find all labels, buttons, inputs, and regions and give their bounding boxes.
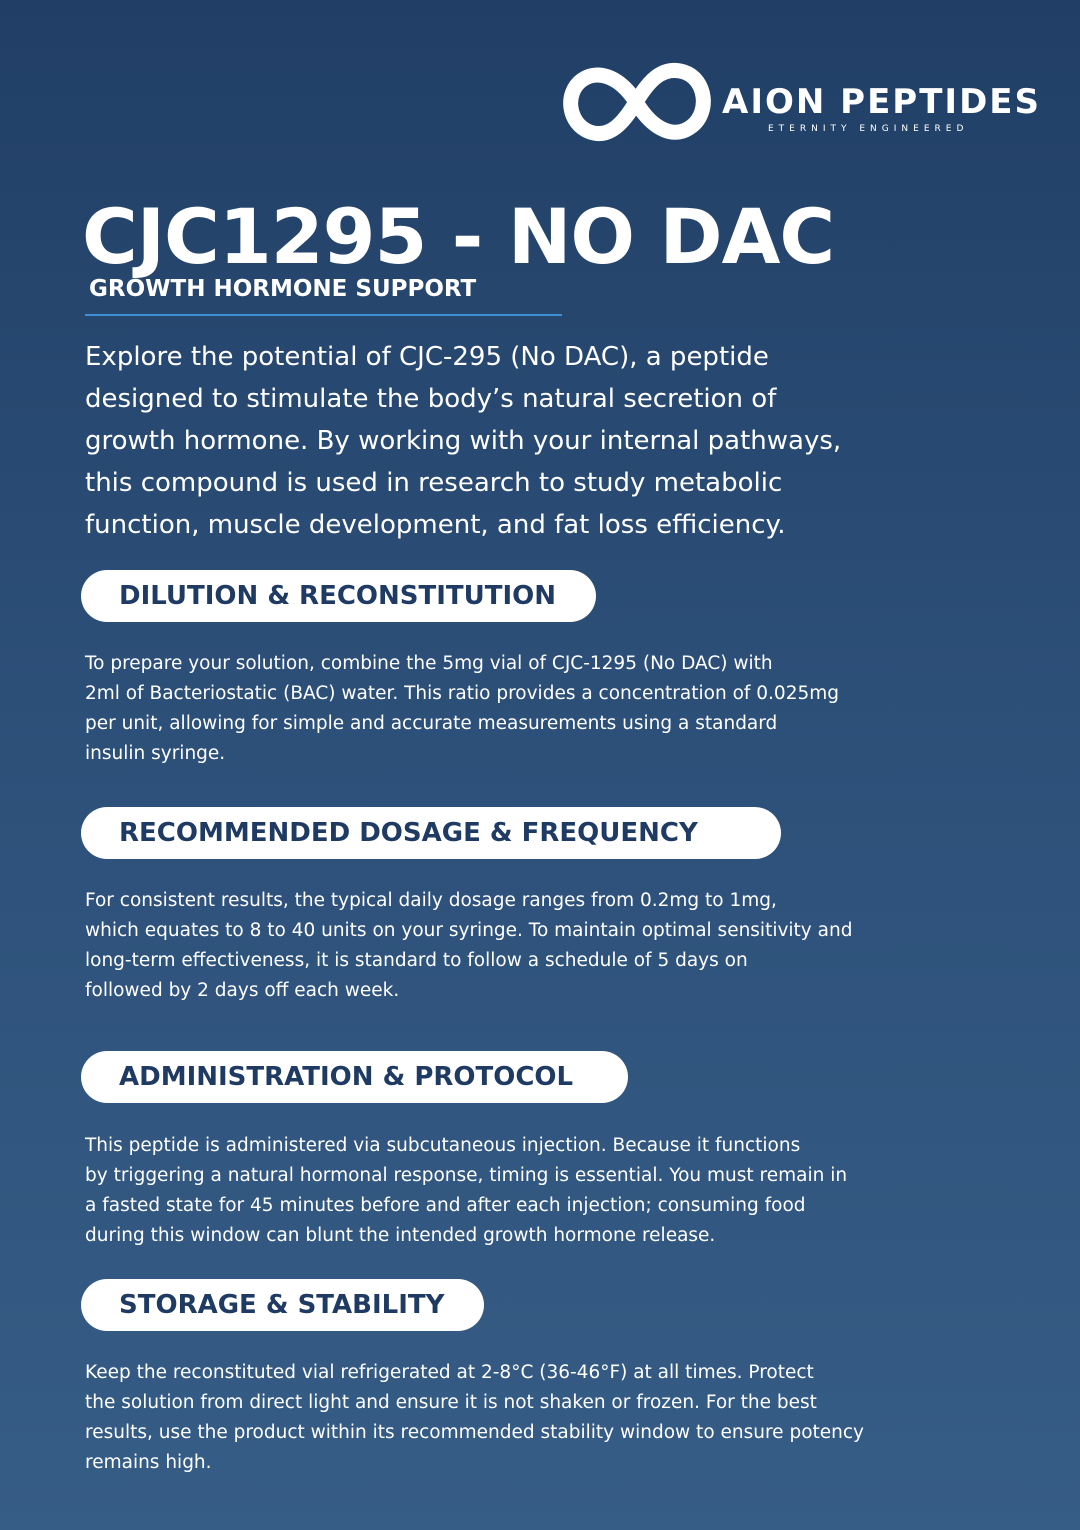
intro-line: function, muscle development, and fat loss efficiency. bbox=[85, 510, 786, 540]
section-body-dosage bbox=[85, 886, 985, 1006]
body-line: during this window can blunt the intended growth hormone release. bbox=[85, 1225, 716, 1246]
brand-logo bbox=[560, 52, 1042, 152]
intro-line: growth hormone. By working with your internal pathways, bbox=[85, 426, 842, 456]
section-heading-label: DILUTION & RECONSTITUTION bbox=[119, 581, 557, 611]
intro-line: Explore the potential of CJC-295 (No DAC), a peptide bbox=[85, 342, 769, 372]
page-title: CJC1295 - NO DAC bbox=[82, 192, 835, 281]
body-line: a fasted state for 45 minutes before and after each injection; consuming food bbox=[85, 1195, 806, 1216]
infinity-icon bbox=[560, 52, 712, 152]
body-line: To prepare your solution, combine the 5mg vial of CJC-1295 (No DAC) with bbox=[85, 653, 773, 674]
body-line: This peptide is administered via subcutaneous injection. Because it functions bbox=[85, 1135, 801, 1156]
section-heading-dilution bbox=[81, 570, 596, 622]
body-line: per unit, allowing for simple and accurate measurements using a standard bbox=[85, 713, 778, 734]
body-line: which equates to 8 to 40 units on your syringe. To maintain optimal sensitivity and bbox=[85, 920, 853, 941]
body-line: insulin syringe. bbox=[85, 743, 226, 764]
body-line: For consistent results, the typical daily dosage ranges from 0.2mg to 1mg, bbox=[85, 890, 777, 911]
body-line: remains high. bbox=[85, 1452, 212, 1473]
page-subtitle: GROWTH HORMONE SUPPORT bbox=[89, 276, 477, 302]
section-body-dilution bbox=[85, 649, 985, 769]
section-heading-storage bbox=[81, 1279, 484, 1331]
section-heading-label: ADMINISTRATION & PROTOCOL bbox=[119, 1062, 574, 1092]
body-line: results, use the product within its recommended stability window to ensure potency bbox=[85, 1422, 864, 1443]
section-heading-administration bbox=[81, 1051, 628, 1103]
intro-paragraph bbox=[85, 336, 985, 546]
intro-line: this compound is used in research to study metabolic bbox=[85, 468, 783, 498]
brand-name: AION PEPTIDES bbox=[722, 82, 1042, 122]
brand-tagline: ETERNITY ENGINEERED bbox=[768, 124, 969, 134]
section-body-storage bbox=[85, 1358, 985, 1478]
section-heading-label: RECOMMENDED DOSAGE & FREQUENCY bbox=[119, 818, 698, 848]
body-line: followed by 2 days off each week. bbox=[85, 980, 400, 1001]
body-line: the solution from direct light and ensure it is not shaken or frozen. For the best bbox=[85, 1392, 817, 1413]
intro-line: designed to stimulate the body’s natural secretion of bbox=[85, 384, 777, 414]
title-divider bbox=[85, 314, 562, 316]
body-line: long-term effectiveness, it is standard to follow a schedule of 5 days on bbox=[85, 950, 748, 971]
body-line: by triggering a natural hormonal response, timing is essential. You must remain in bbox=[85, 1165, 848, 1186]
section-heading-dosage bbox=[81, 807, 781, 859]
section-heading-label: STORAGE & STABILITY bbox=[119, 1290, 445, 1320]
body-line: Keep the reconstituted vial refrigerated at 2-8°C (36-46°F) at all times. Protect bbox=[85, 1362, 814, 1383]
body-line: 2ml of Bacteriostatic (BAC) water. This ratio provides a concentration of 0.025mg bbox=[85, 683, 840, 704]
section-body-administration bbox=[85, 1131, 985, 1251]
